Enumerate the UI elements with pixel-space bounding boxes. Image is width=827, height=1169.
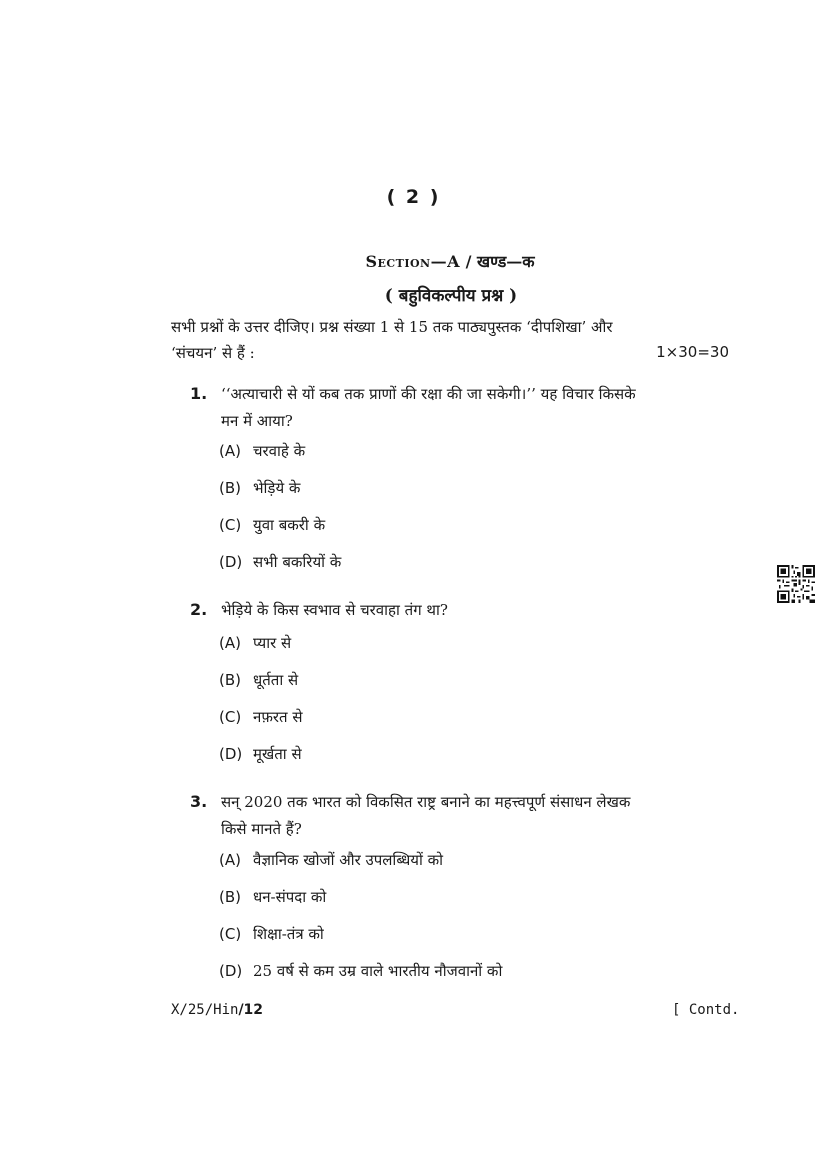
section-label-hi: खण्ड—क [477, 252, 535, 271]
option-letter: (B) [219, 888, 241, 906]
option-text: वैज्ञानिक खोजों और उपलब्धियों को [253, 851, 444, 869]
question-number: 1. [190, 384, 208, 403]
section-heading [0, 250, 827, 272]
option-letter: (A) [219, 851, 241, 869]
question-line: ‘‘अत्याचारी से यों कब तक प्राणों की रक्षा की जा सकेगी।’’ यह विचार किसके [221, 385, 636, 403]
instructions-line-2: ‘संचयन’ से हैं : [171, 344, 255, 362]
paper-code-suffix: /12 [238, 1002, 264, 1018]
marks-allocation: 1×30=30 [656, 343, 729, 361]
option-text: भेड़िये के [253, 479, 301, 497]
instructions-line-1: सभी प्रश्नों के उत्तर दीजिए। प्रश्न संख्या 1 से 15 तक पाठ्यपुस्तक ‘दीपशिखा’ और [171, 318, 613, 336]
option-item [219, 850, 443, 870]
question-text [221, 789, 701, 843]
option-text: सभी बकरियों के [253, 553, 342, 571]
option-text: नफ़रत से [253, 708, 303, 726]
option-item [219, 552, 341, 572]
question-text [221, 381, 701, 435]
option-text: धन-संपदा को [253, 888, 327, 906]
option-item [219, 924, 324, 944]
option-letter: (C) [219, 925, 242, 943]
option-item [219, 670, 298, 690]
option-item [219, 707, 302, 727]
option-text: प्यार से [253, 634, 292, 652]
paper-code-prefix: X/25/Hin [171, 1002, 239, 1018]
option-letter: (C) [219, 516, 242, 534]
section-subheading: ( बहुविकल्पीय प्रश्न ) [384, 286, 518, 306]
question-line: किसे मानते हैं? [221, 820, 302, 838]
section-label-en: Section—A [365, 252, 461, 271]
option-text: युवा बकरी के [253, 516, 326, 534]
option-letter: (D) [219, 745, 243, 763]
option-letter: (C) [219, 708, 242, 726]
page-number: ( 2 ) [386, 186, 441, 208]
option-item [219, 633, 291, 653]
question-line: सन् 2020 तक भारत को विकसित राष्ट्र बनाने का महत्त्वपूर्ण संसाधन लेखक [221, 793, 631, 811]
question-text [221, 597, 701, 624]
option-item [219, 887, 326, 907]
option-item [219, 478, 300, 498]
option-letter: (B) [219, 671, 241, 689]
option-item [219, 441, 305, 461]
option-text: धूर्तता से [253, 671, 299, 689]
option-item [219, 744, 302, 764]
qr-code [777, 564, 815, 604]
question-line: मन में आया? [221, 412, 293, 430]
option-item [219, 515, 325, 535]
question-number: 2. [190, 600, 208, 619]
section-separator: / [460, 252, 477, 271]
option-item [219, 961, 502, 981]
option-text: मूर्खता से [253, 745, 302, 763]
option-text: शिक्षा-तंत्र को [253, 925, 324, 943]
option-letter: (B) [219, 479, 241, 497]
question-number: 3. [190, 792, 208, 811]
paper-code [171, 1002, 263, 1018]
option-text: 25 वर्ष से कम उम्र वाले भारतीय नौजवानों को [253, 962, 503, 980]
option-letter: (D) [219, 553, 243, 571]
question-line: भेड़िये के किस स्वभाव से चरवाहा तंग था? [221, 601, 448, 619]
option-letter: (A) [219, 634, 241, 652]
option-letter: (D) [219, 962, 243, 980]
option-letter: (A) [219, 442, 241, 460]
continued-label: [ Contd. [672, 1002, 740, 1018]
option-text: चरवाहे के [253, 442, 306, 460]
